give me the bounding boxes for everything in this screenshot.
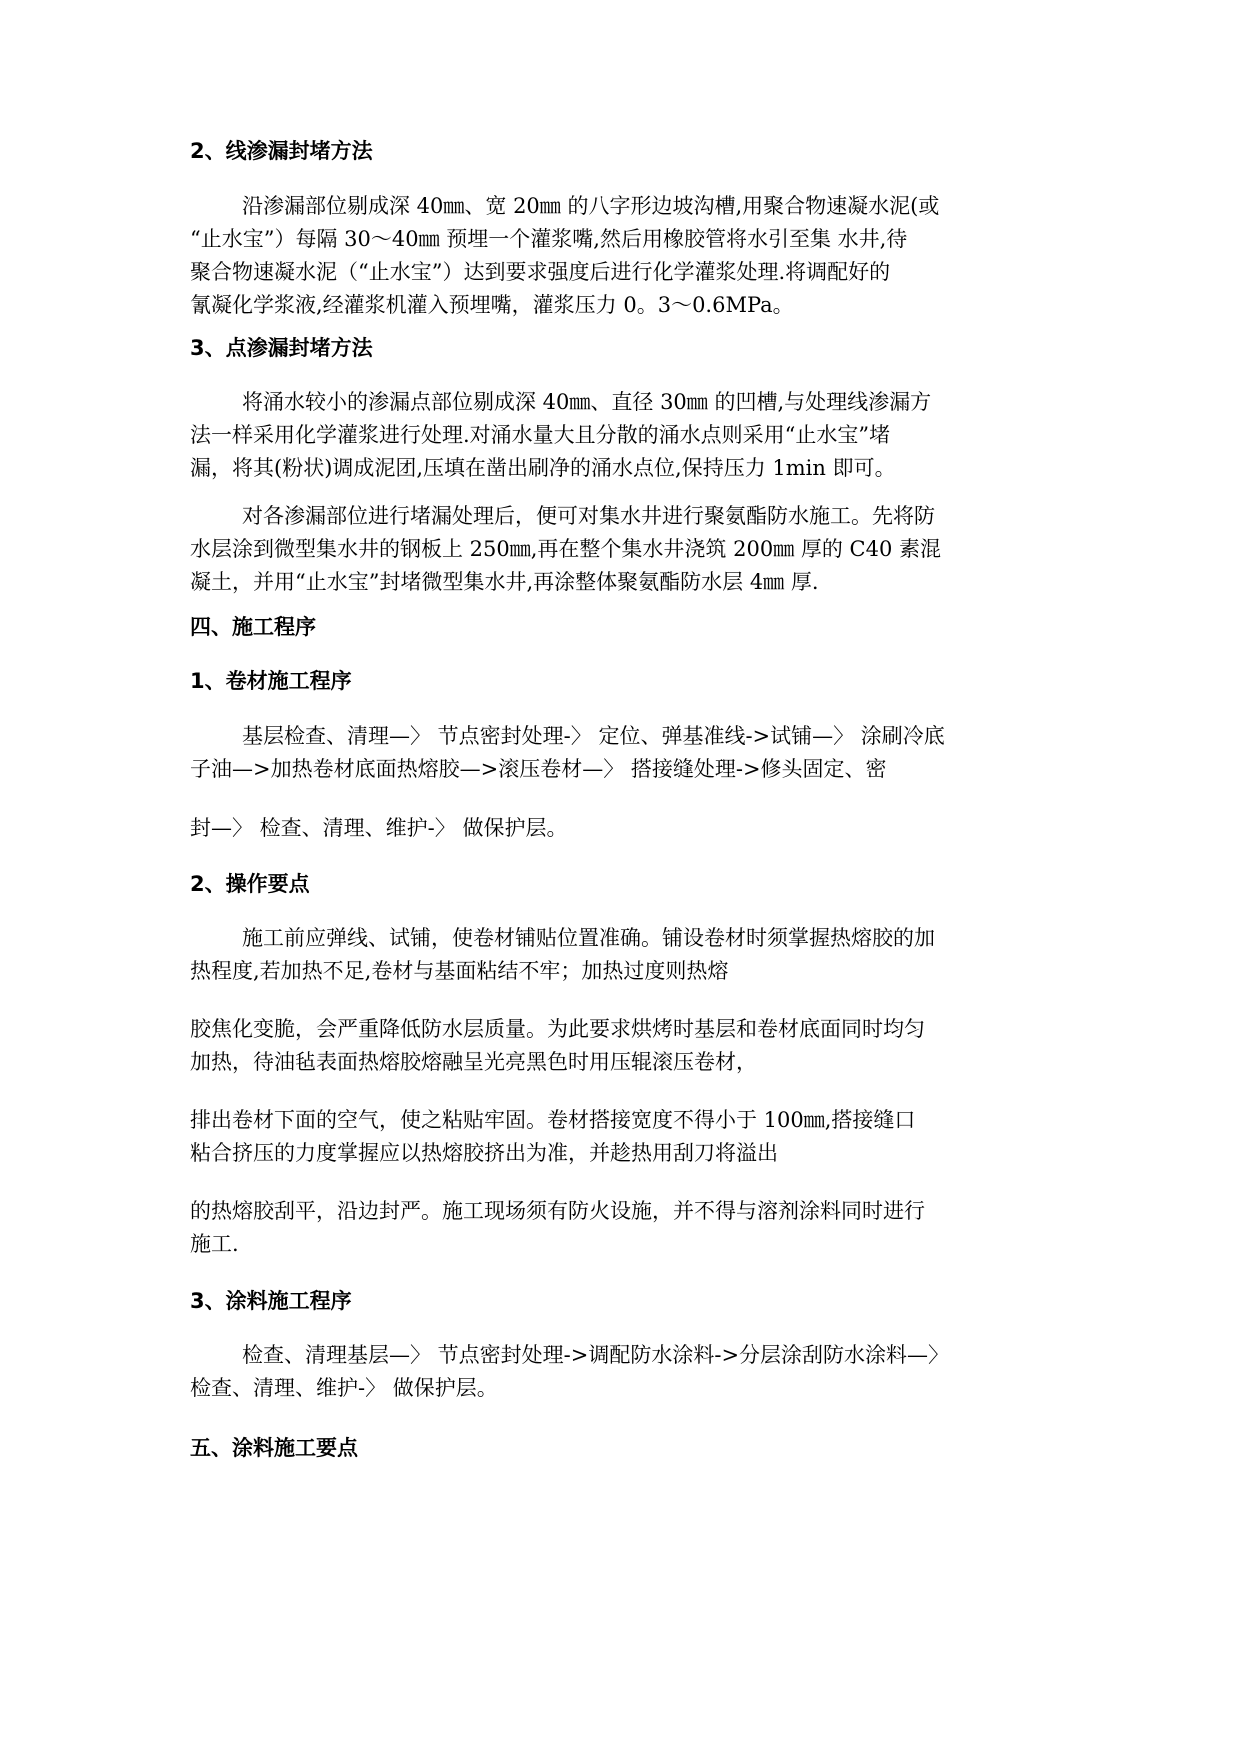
paragraph-after-leak bbox=[190, 500, 1060, 599]
text-line: 水层涂到微型集水井的钢板上 250㎜,再在整个集水井浇筑 200㎜ 厚的 C40 素混 bbox=[190, 537, 942, 561]
text-line: 施工前应弹线、试铺，使卷材铺贴位置准确。铺设卷材时须掌握热熔胶的加 bbox=[242, 926, 935, 950]
text-line: 施工. bbox=[190, 1232, 239, 1256]
heading-procedure: 四、施工程序 bbox=[190, 615, 316, 639]
text-line: 子油—>加热卷材底面热熔胶—>滚压卷材—〉 搭接缝处理->修头固定、密 bbox=[190, 757, 887, 781]
text-line: 胶焦化变脆，会严重降低防水层质量。为此要求烘烤时基层和卷材底面同时均匀 bbox=[190, 1017, 925, 1041]
paragraph-point-leak bbox=[190, 386, 1060, 485]
text-line: “止水宝”）每隔 30～40㎜ 预埋一个灌浆嘴,然后用橡胶管将水引至集 水井,待 bbox=[190, 227, 908, 251]
heading-line-leak: 2、线渗漏封堵方法 bbox=[190, 139, 373, 163]
paragraph-key-3 bbox=[190, 1104, 1060, 1170]
heading-roll-procedure: 1、卷材施工程序 bbox=[190, 669, 352, 693]
text-line: 的热熔胶刮平，沿边封严。施工现场须有防火设施，并不得与溶剂涂料同时进行 bbox=[190, 1199, 925, 1223]
heading-key-points: 2、操作要点 bbox=[190, 872, 310, 896]
text-line: 热程度,若加热不足,卷材与基面粘结不牢；加热过度则热熔 bbox=[190, 959, 729, 983]
text-line: 沿渗漏部位剔成深 40㎜、宽 20㎜ 的八字形边坡沟槽,用聚合物速凝水泥(或 bbox=[242, 194, 940, 218]
text-line: 凝土，并用“止水宝”封堵微型集水井,再涂整体聚氨酯防水层 4㎜ 厚. bbox=[190, 570, 819, 594]
text-line: 封—〉 检查、清理、维护-〉 做保护层。 bbox=[190, 816, 568, 840]
text-line: 加热，待油毡表面热熔胶熔融呈光亮黑色时用压辊滚压卷材， bbox=[190, 1050, 757, 1074]
paragraph-key-4 bbox=[190, 1195, 1060, 1261]
text-line: 检查、清理、维护-〉 做保护层。 bbox=[190, 1376, 498, 1400]
heading-coating-points: 五、涂料施工要点 bbox=[190, 1436, 358, 1460]
paragraph-roll-procedure-cont bbox=[190, 812, 1060, 845]
text-line: 对各渗漏部位进行堵漏处理后，便可对集水井进行聚氨酯防水施工。先将防 bbox=[242, 504, 935, 528]
paragraph-roll-procedure bbox=[190, 720, 1060, 786]
heading-point-leak: 3、点渗漏封堵方法 bbox=[190, 336, 373, 360]
text-line: 漏，将其(粉状)调成泥团,压填在凿出刷净的涌水点位,保持压力 1min 即可。 bbox=[190, 456, 896, 480]
paragraph-coating-procedure bbox=[190, 1339, 1060, 1405]
heading-coating-procedure: 3、涂料施工程序 bbox=[190, 1289, 352, 1313]
paragraph-key-2 bbox=[190, 1013, 1060, 1079]
text-line: 检查、清理基层—〉 节点密封处理->调配防水涂料->分层涂刮防水涂料—〉 bbox=[242, 1343, 950, 1367]
text-line: 基层检查、清理—〉 节点密封处理-〉 定位、弹基准线->试铺—〉 涂刷冷底 bbox=[242, 724, 945, 748]
text-line: 法一样采用化学灌浆进行处理.对涌水量大且分散的涌水点则采用“止水宝”堵 bbox=[190, 423, 891, 447]
paragraph-key-1 bbox=[190, 922, 1060, 988]
text-line: 聚合物速凝水泥（“止水宝”）达到要求强度后进行化学灌浆处理.将调配好的 bbox=[190, 260, 891, 284]
paragraph-line-leak bbox=[190, 190, 1060, 322]
text-line: 将涌水较小的渗漏点部位剔成深 40㎜、直径 30㎜ 的凹槽,与处理线渗漏方 bbox=[242, 390, 932, 414]
text-line: 粘合挤压的力度掌握应以热熔胶挤出为准，并趁热用刮刀将溢出 bbox=[190, 1141, 778, 1165]
text-line: 氰凝化学浆液,经灌浆机灌入预埋嘴，灌浆压力 0。3～0.6MPa。 bbox=[190, 293, 794, 317]
text-line: 排出卷材下面的空气，使之粘贴牢固。卷材搭接宽度不得小于 100㎜,搭接缝口 bbox=[190, 1108, 916, 1132]
